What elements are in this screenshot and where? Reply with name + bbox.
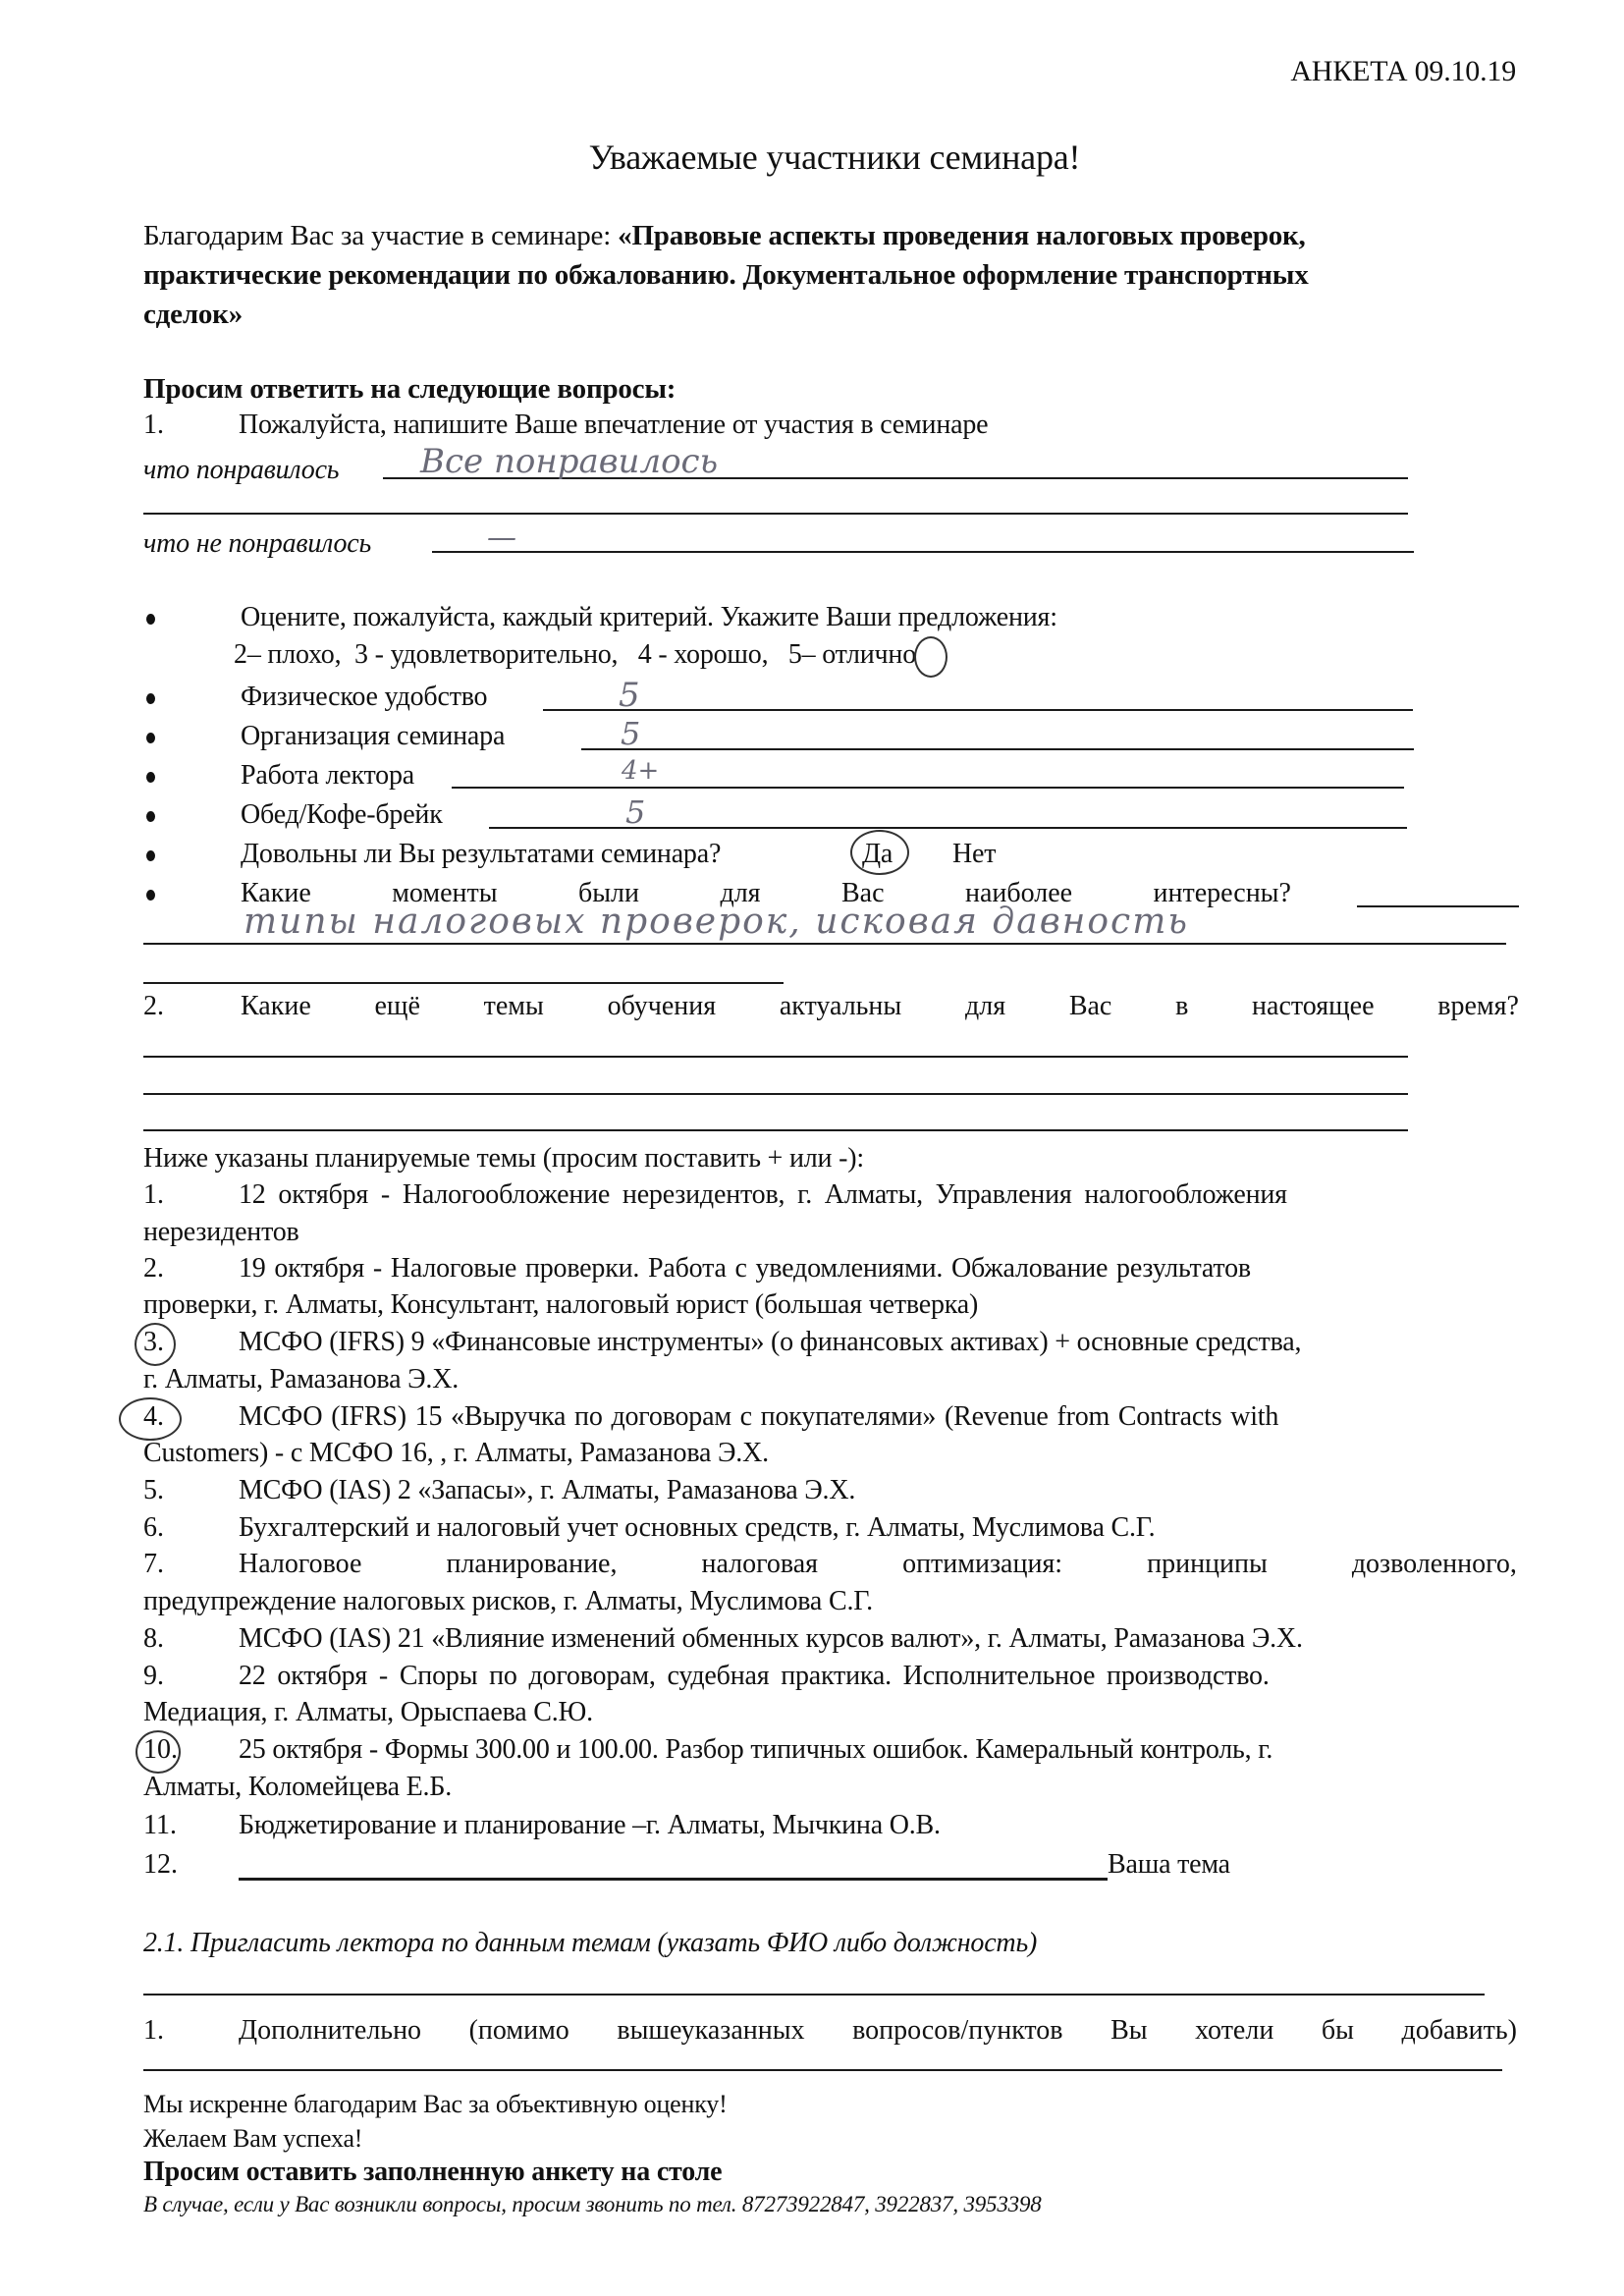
disliked-answer-line[interactable] xyxy=(432,551,1414,553)
word: наиболее xyxy=(964,878,1073,908)
bullet xyxy=(146,890,155,901)
word: оптимизация: xyxy=(902,1549,1063,1579)
word: для xyxy=(964,991,1006,1021)
intro-line-1 xyxy=(143,222,1306,250)
word: обучения xyxy=(607,991,717,1021)
word: Какие xyxy=(241,878,311,908)
criterion-lecturer-line[interactable] xyxy=(452,787,1404,789)
topic-12-number[interactable]: 12. xyxy=(143,1849,178,1880)
additional-number: 1. xyxy=(143,2015,164,2046)
topic-4-number[interactable]: 4. xyxy=(143,1401,164,1432)
seminar-title-2: практические рекомендации по обжалованию. Документальное оформление транспортных xyxy=(143,259,1309,291)
topic-3-circle xyxy=(135,1323,176,1366)
seminar-title-3: сделок» xyxy=(143,299,243,330)
bullet xyxy=(146,733,155,743)
interesting-line-3[interactable] xyxy=(143,982,784,984)
word: планирование, xyxy=(446,1549,618,1579)
word: моменты xyxy=(392,878,498,908)
footer-wish: Желаем Вам успеха! xyxy=(143,2124,363,2153)
criterion-organization-answer[interactable]: 5 xyxy=(621,715,641,752)
form-id: АНКЕТА 09.10.19 xyxy=(1290,55,1516,87)
word: актуальны xyxy=(779,991,902,1021)
satisfied-question: Довольны ли Вы результатами семинара? xyxy=(241,839,722,869)
additional-question xyxy=(239,2017,1517,2045)
q2-question xyxy=(241,993,1519,1020)
satisfied-no[interactable]: Нет xyxy=(952,839,997,869)
topic-1-line-1: 12 октября - Налогообложение нерезидентов, г. Алматы, Управления налогообложения xyxy=(239,1179,1287,1210)
topic-3-line-1: МСФО (IFRS) 9 «Финансовые инструменты» (о финансовых активах) + основные средства, xyxy=(239,1327,1302,1357)
topic-5-number[interactable]: 5. xyxy=(143,1475,164,1505)
word: хотели xyxy=(1195,2015,1274,2046)
word: вышеуказанных xyxy=(617,2015,805,2046)
invite-lecturer-text: 2.1. Пригласить лектора по данным темам (указать ФИО либо должность) xyxy=(143,1928,1038,1958)
topic-2-number[interactable]: 2. xyxy=(143,1253,164,1284)
criterion-physical-label: Физическое удобство xyxy=(241,682,488,712)
footer-thanks: Мы искренне благодарим Вас за объективную оценку! xyxy=(143,2090,728,2118)
topic-10-number[interactable]: 10. xyxy=(143,1734,178,1765)
topic-10-line-2: Алматы, Коломейцева Е.Б. xyxy=(143,1772,453,1802)
word: Вы xyxy=(1110,2015,1148,2046)
topic-11-line-1: Бюджетирование и планирование –г. Алматы, Мычкина О.В. xyxy=(239,1810,941,1840)
q2-answer-line-3[interactable] xyxy=(143,1129,1408,1131)
bullet xyxy=(146,693,155,704)
topic-5-line-1: МСФО (IAS) 2 «Запасы», г. Алматы, Рамазанова Э.Х. xyxy=(239,1475,856,1505)
word: Какие xyxy=(241,991,311,1021)
word: налоговая xyxy=(701,1549,819,1579)
word: ещё xyxy=(374,991,420,1021)
criterion-lecturer-answer[interactable]: 4+ xyxy=(622,756,660,786)
word: дозволенного, xyxy=(1351,1549,1517,1579)
scale-5-value: 5 xyxy=(787,639,802,670)
intro-lead: Благодарим Вас за участие в семинаре: xyxy=(143,220,619,251)
word: вопросов/пунктов xyxy=(852,2015,1063,2046)
topic-9-line-1: 22 октября - Споры по договорам, судебная практика. Исполнительное производство. xyxy=(239,1661,1270,1691)
topic-10-line-1: 25 октября - Формы 300.00 и 100.00. Разбор типичных ошибок. Камеральный контроль, г. xyxy=(239,1734,1273,1765)
topic-12-suffix: Ваша тема xyxy=(1108,1849,1230,1880)
word: интересны? xyxy=(1153,878,1291,908)
topic-6-number[interactable]: 6. xyxy=(143,1512,164,1543)
scale-4-value: 4 xyxy=(637,639,652,670)
bullet xyxy=(146,614,155,625)
topics-heading: Ниже указаны планируемые темы (просим поставить + или -): xyxy=(143,1143,864,1174)
word: (помимо xyxy=(468,2015,569,2046)
topic-9-line-2: Медиация, г. Алматы, Орыспаева С.Ю. xyxy=(143,1697,593,1727)
satisfied-yes[interactable]: Да xyxy=(862,839,893,869)
criterion-physical-line[interactable] xyxy=(543,709,1413,711)
rating-intro: Оцените, пожалуйста, каждый критерий. Укажите Ваши предложения: xyxy=(241,602,1057,632)
page-title: Уважаемые участники семинара! xyxy=(588,137,1081,177)
scale-2-label: – плохо, xyxy=(246,639,342,670)
q2-number: 2. xyxy=(143,991,164,1021)
criterion-organization-label: Организация семинара xyxy=(241,721,506,751)
scale-3-value: 3 xyxy=(354,639,368,670)
rating-scale xyxy=(234,641,916,669)
word: Вас xyxy=(1068,991,1112,1021)
bullet xyxy=(146,811,155,822)
footer-leave: Просим оставить заполненную анкету на столе xyxy=(143,2157,723,2187)
disliked-label: что не понравилось xyxy=(143,528,372,559)
topic-7-line-1 xyxy=(239,1551,1517,1578)
footer-contact: В случае, если у Вас возникли вопросы, просим звонить по тел. 87273922847, 3922837, 3953398 xyxy=(143,2192,1042,2216)
topic-7-line-2: предупреждение налоговых рисков, г. Алматы, Муслимова С.Г. xyxy=(143,1586,873,1616)
criterion-physical-answer[interactable]: 5 xyxy=(619,676,640,715)
word: были xyxy=(578,878,640,908)
q2-answer-line-2[interactable] xyxy=(143,1093,1408,1095)
word: темы xyxy=(483,991,544,1021)
word: в xyxy=(1175,991,1189,1021)
scale-5-circle xyxy=(914,636,947,678)
scale-5-label: – отлично xyxy=(801,639,917,670)
interesting-line-2[interactable] xyxy=(143,943,1506,945)
topic-1-number[interactable]: 1. xyxy=(143,1179,164,1210)
interesting-line-1[interactable] xyxy=(1357,905,1519,907)
word: добавить) xyxy=(1401,2015,1517,2046)
topic-8-line-1: МСФО (IAS) 21 «Влияние изменений обменных курсов валют», г. Алматы, Рамазанова Э.Х. xyxy=(239,1623,1303,1654)
criterion-lecturer-label: Работа лектора xyxy=(241,760,415,791)
q2-answer-line-1[interactable] xyxy=(143,1056,1408,1058)
topic-3-number[interactable]: 3. xyxy=(143,1327,164,1357)
topic-3-line-2: г. Алматы, Рамазанова Э.Х. xyxy=(143,1364,460,1394)
topic-8-number[interactable]: 8. xyxy=(143,1623,164,1654)
word: для xyxy=(720,878,761,908)
liked-answer[interactable]: Все понравилось xyxy=(420,442,719,481)
liked-answer-line-2[interactable] xyxy=(143,513,1408,515)
topic-2-line-2: проверки, г. Алматы, Консультант, налоговый юрист (большая четверка) xyxy=(143,1289,979,1320)
criterion-lunch-answer[interactable]: 5 xyxy=(625,793,646,831)
topic-9-number[interactable]: 9. xyxy=(143,1661,164,1691)
questions-heading: Просим ответить на следующие вопросы: xyxy=(143,373,677,405)
criterion-organization-line[interactable] xyxy=(581,748,1414,750)
topic-2-line-1: 19 октября - Налоговые проверки. Работа с уведомлениями. Обжалование результатов xyxy=(239,1253,1251,1284)
topic-4-line-1: МСФО (IFRS) 15 «Выручка по договорам с покупателями» (Revenue from Contracts with xyxy=(239,1401,1279,1432)
topic-4-circle xyxy=(119,1397,182,1441)
topic-11-number[interactable]: 11. xyxy=(143,1810,177,1840)
topic-4-line-2: Customers) - с МСФО 16, , г. Алматы, Рамазанова Э.Х. xyxy=(143,1438,769,1468)
q1-number: 1. xyxy=(143,410,164,440)
topic-10-circle xyxy=(135,1730,181,1774)
word: принципы xyxy=(1147,1549,1268,1579)
word: Вас xyxy=(841,878,885,908)
word: Дополнительно xyxy=(239,2015,422,2046)
scale-3-label: - удовлетворительно, xyxy=(374,639,619,670)
satisfied-yes-circle xyxy=(850,830,909,875)
liked-label: что понравилось xyxy=(143,455,340,485)
word: время? xyxy=(1437,991,1519,1021)
interesting-answer[interactable]: типы налоговых проверок, исковая давность xyxy=(244,902,1189,942)
topic-7-number[interactable]: 7. xyxy=(143,1549,164,1579)
additional-line[interactable] xyxy=(143,2069,1502,2071)
q1-text: Пожалуйста, напишите Ваше впечатление от участия в семинаре xyxy=(239,410,989,440)
topic-1-line-2: нерезидентов xyxy=(143,1217,299,1247)
word: бы xyxy=(1321,2015,1354,2046)
criterion-lunch-label: Обед/Кофе-брейк xyxy=(241,799,443,830)
disliked-answer[interactable]: — xyxy=(487,520,516,555)
scale-4-label: - хорошо, xyxy=(658,639,769,670)
bullet xyxy=(146,850,155,861)
invite-lecturer-line[interactable] xyxy=(143,1994,1485,1995)
bullet xyxy=(146,772,155,783)
seminar-title-1: «Правовые аспекты проведения налоговых проверок, xyxy=(618,220,1306,251)
word: Налоговое xyxy=(239,1549,362,1579)
scale-2-value: 2 xyxy=(234,639,247,670)
topic-12-own-topic-line[interactable] xyxy=(239,1878,1108,1881)
topic-6-line-1: Бухгалтерский и налоговый учет основных средств, г. Алматы, Муслимова С.Г. xyxy=(239,1512,1156,1543)
word: настоящее xyxy=(1252,991,1375,1021)
